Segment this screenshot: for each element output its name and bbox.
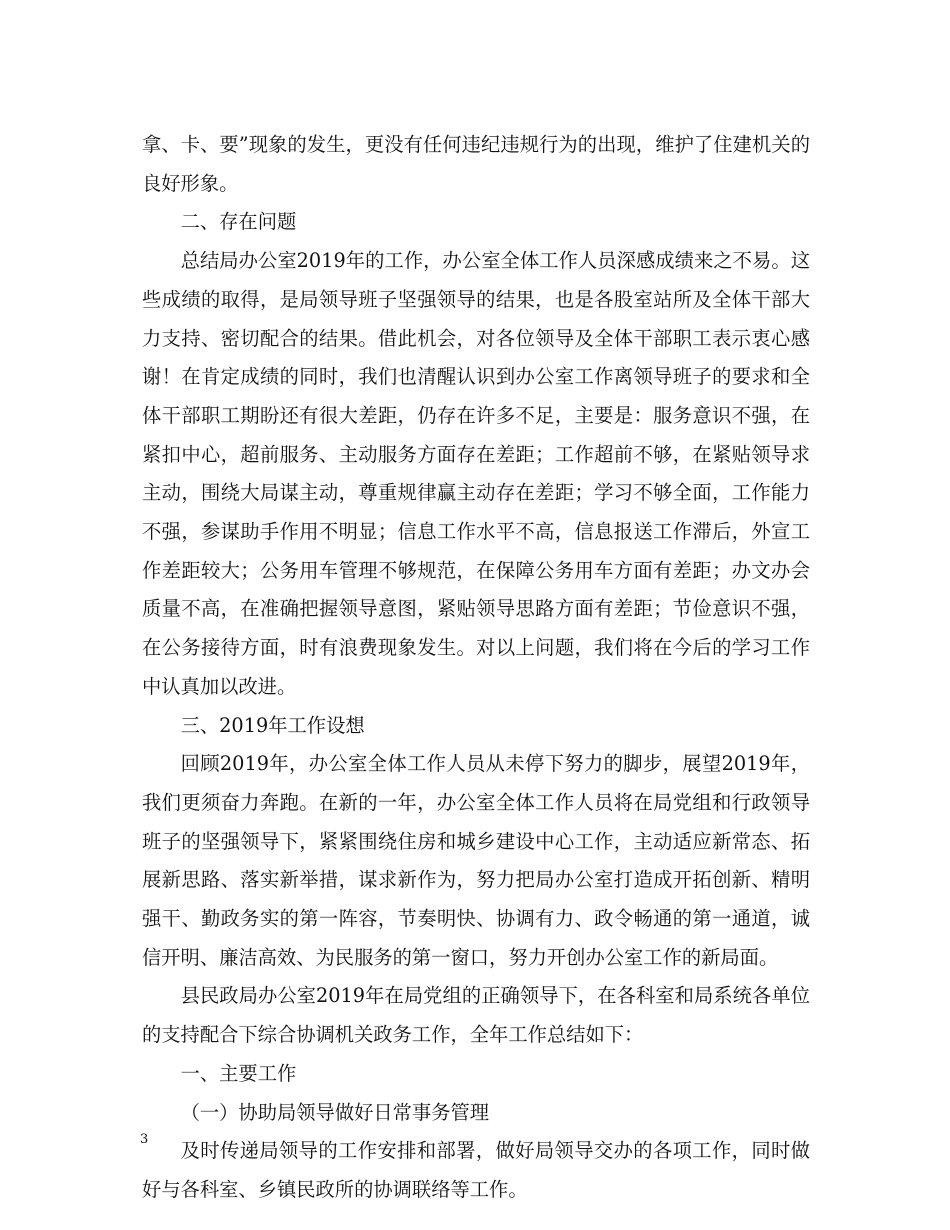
section-heading: 二、存在问题 — [180, 210, 297, 234]
page-number: 3 — [140, 1132, 149, 1147]
paragraph: 县民政局办公室2019年在局党组的正确领导下，在各科室和局系统各单位的支持配合下综合协调机关政务工作，全年工作总结如下： — [142, 984, 810, 1047]
paragraph: 回顾2019年，办公室全体工作人员从未停下努力的脚步，展望2019年，我们更须奋力奔跑。在新的一年，办公室全体工作人员将在局党组和行政领导班子的坚强领导下，紧紧围绕住房和城乡建设中心工作，主动适应新常态、拓展新思路、落实新举措，谋求新作为，努力把局办公室打造成开拓创新、精明强干、勤政务实的第一阵容，节奏明快、协调有力、政令畅通的第一通道，诚信开明、廉洁高效、为民服务的第一窗口，努力开创办公室工作的新局面。 — [142, 752, 810, 969]
section-heading: 三、2019年工作设想 — [180, 713, 365, 737]
subsection-heading: （一）协助局领导做好日常事务管理 — [180, 1100, 490, 1124]
section-heading: 一、主要工作 — [180, 1061, 297, 1085]
paragraph: 拿、卡、要”现象的发生，更没有任何违纪违规行为的出现，维护了住建机关的良好形象。 — [142, 133, 810, 195]
paragraph: 及时传递局领导的工作安排和部署，做好局领导交办的各项工作，同时做好与各科室、乡镇民政所的协调联络等工作。 — [142, 1139, 810, 1201]
document-body — [142, 126, 810, 1210]
paragraph: 总结局办公室2019年的工作，办公室全体工作人员深感成绩来之不易。这些成绩的取得，是局领导班子坚强领导的结果，也是各股室站所及全体干部大力支持、密切配合的结果。借此机会，对各位领导及全体干部职工表示衷心感谢！在肯定成绩的同时，我们也清醒认识到办公室工作离领导班子的要求和全体干部职工期盼还有很大差距，仍存在许多不足，主要是：服务意识不强，在紧扣中心，超前服务、主动服务方面存在差距；工作超前不够，在紧贴领导求主动，围绕大局谋主动，尊重规律赢主动存在差距；学习不够全面，工作能力不强，参谋助手作用不明显；信息工作水平不高，信息报送工作滞后，外宣工作差距较大；公务用车管理不够规范，在保障公务用车方面有差距；办文办会质量不高，在准确把握领导意图，紧贴领导思路方面有差距；节俭意识不强，在公务接待方面，时有浪费现象发生。对以上问题，我们将在今后的学习工作中认真加以改进。 — [142, 249, 810, 698]
